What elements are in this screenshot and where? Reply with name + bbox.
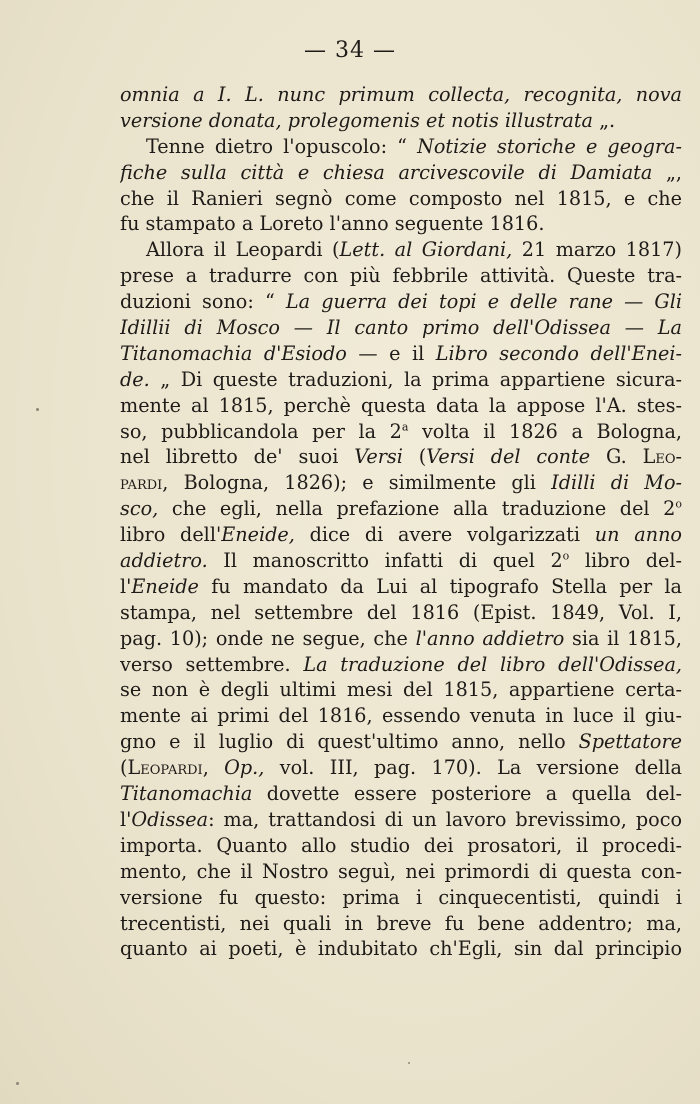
text-line (120, 315, 682, 341)
text-run: fu mandato da Lui al tipografo Stella per la (198, 574, 682, 598)
text-line (120, 781, 682, 807)
text-line (120, 341, 682, 367)
text-run: che egli, nella prefazione alla traduzione del 2 (158, 497, 676, 521)
small-caps-text: pardi (120, 471, 163, 495)
text-run: stampa, nel settembre del 1816 (Epist. 1849, Vol. I, (120, 600, 682, 624)
text-line (120, 367, 682, 393)
text-run: prese a tradurre con più febbrile attività. Queste tra- (120, 264, 682, 288)
italic-text: La guerra dei topi e delle rane — Gli (285, 290, 682, 314)
italic-text: omnia a I. L. nunc primum collecta, recognita, nova (120, 83, 682, 106)
text-line (120, 574, 682, 600)
text-line (120, 755, 682, 781)
italic-text: La traduzione del libro dell'Odissea, (303, 652, 682, 676)
text-run: , Bologna, 1826); e similmente gli (162, 471, 552, 495)
text-line (120, 393, 682, 419)
italic-text: Versi (354, 445, 403, 469)
text-line (120, 470, 682, 496)
text-line (120, 186, 682, 212)
text-run: importa. Quanto allo studio dei prosatori, il procedi- (120, 833, 682, 857)
text-run: ( (402, 445, 427, 469)
text-run: vol. III, pag. 170). La versione della (264, 756, 682, 780)
text-run: Allora il Leopardi ( (146, 238, 340, 262)
italic-text: Notizie storiche e geogra- (417, 134, 682, 158)
superscript-text: o (562, 549, 570, 563)
text-line (120, 289, 682, 315)
italic-text: versione donata, prolegomenis et notis illustrata (120, 108, 593, 132)
italic-text: fiche sulla città e chiesa arcivescovile di Damiata (120, 160, 653, 184)
text-run: G. (590, 445, 643, 469)
text-run: sia il 1815, (564, 626, 682, 650)
text-line (120, 522, 682, 548)
text-line (120, 859, 682, 885)
italic-text: Libro secondo dell'Enei- (435, 341, 682, 365)
text-run: libro dell' (120, 523, 222, 547)
text-run: mente ai primi del 1816, essendo venuta in luce il giu- (120, 704, 682, 728)
text-line (120, 108, 682, 134)
italic-text: Versi del conte (426, 445, 591, 469)
text-line (120, 82, 682, 108)
text-run: : ma, trattandosi di un lavoro brevissimo, poco (208, 807, 682, 831)
text-run: nel libretto de' suoi (120, 445, 355, 469)
text-line (120, 444, 682, 470)
text-line (120, 211, 682, 237)
italic-text: l'anno addietro (415, 626, 565, 650)
text-run: l' (120, 807, 132, 831)
text-run: l' (120, 574, 132, 598)
text-run: quanto ai poeti, è indubitato ch'Egli, sin dal principio (120, 937, 682, 961)
small-caps-text: Leopardi (127, 756, 203, 780)
text-line (120, 626, 682, 652)
text-run: dice di avere volgarizzati (294, 523, 595, 547)
italic-text: addietro. (120, 549, 208, 573)
text-line (120, 548, 682, 574)
text-run: libro del- (569, 549, 682, 573)
text-run: Tenne dietro l'opuscolo: “ (146, 134, 418, 158)
text-run: „. (592, 108, 616, 132)
text-run: versione fu questo: prima i cinquecentisti, quindi i (120, 885, 682, 909)
text-line (120, 911, 682, 937)
italic-text: un anno (594, 523, 682, 547)
text-line (120, 496, 682, 522)
text-run: gno e il luglio di quest'ultimo anno, nello (120, 730, 579, 754)
page-number: — 34 — (304, 38, 396, 63)
text-line (120, 936, 682, 962)
text-line (120, 729, 682, 755)
text-line (120, 807, 682, 833)
text-line (120, 600, 682, 626)
italic-text: Titanomachia d'Esiodo (120, 341, 347, 365)
text-line (120, 652, 682, 678)
text-run: „, (652, 160, 682, 184)
text-run: fu stampato a Loreto l'anno seguente 1816. (120, 212, 545, 236)
text-run: duzioni sono: “ (120, 290, 286, 314)
text-run: mente al 1815, perchè questa data la appose l'A. stes- (120, 393, 682, 417)
text-line (120, 703, 682, 729)
italic-text: Lett. al Giordani, (339, 238, 513, 262)
italic-text: Idilli di Mo- (551, 471, 682, 495)
text-run: — e il (346, 341, 436, 365)
text-run: che il Ranieri segnò come composto nel 1815, e che (120, 186, 682, 210)
italic-text: Odissea (131, 807, 209, 831)
text-run: se non è degli ultimi mesi del 1815, appartiene certa- (120, 678, 682, 702)
italic-text: de. (120, 367, 150, 391)
text-run: ( (120, 756, 128, 780)
italic-text: Eneide (131, 574, 199, 598)
italic-text: sco, (120, 497, 159, 521)
superscript-text: a (401, 420, 409, 434)
text-run: mento, che il Nostro seguì, nei primordi di questa con- (120, 859, 682, 883)
text-run: , (202, 756, 225, 780)
text-run: Il manoscritto infatti di quel 2 (207, 549, 563, 573)
paper-speck (408, 1062, 410, 1064)
superscript-text: o (675, 497, 682, 511)
italic-text: Idillii di Mosco — Il canto primo dell'Odissea — La (120, 316, 682, 340)
small-caps-text: Leo- (642, 445, 682, 469)
text-line (120, 160, 682, 186)
text-line (120, 237, 682, 263)
text-line (120, 677, 682, 703)
text-run: „ Di queste traduzioni, la prima appartiene sicura- (149, 367, 682, 391)
paper-speck (36, 408, 39, 411)
italic-text: Op., (224, 756, 265, 780)
text-line (120, 134, 682, 160)
italic-text: Spettatore (578, 730, 682, 754)
text-run: verso settembre. (120, 652, 304, 676)
text-run: pag. 10); onde ne segue, che (120, 626, 416, 650)
text-line (120, 419, 682, 445)
body-text (120, 82, 682, 962)
text-run: trecentisti, nei quali in breve fu bene addentro; ma, (120, 911, 682, 935)
text-run: dovette essere posteriore a quella del- (252, 782, 682, 806)
italic-text: Eneide, (221, 523, 295, 547)
text-line (120, 885, 682, 911)
text-run: 21 marzo 1817) (512, 238, 682, 262)
text-run: volta il 1826 a Bologna, (408, 419, 682, 443)
text-run: so, pubblicandola per la 2 (120, 419, 402, 443)
text-line (120, 263, 682, 289)
paper-speck (16, 1082, 19, 1085)
text-line (120, 833, 682, 859)
italic-text: Titanomachia (120, 782, 253, 806)
